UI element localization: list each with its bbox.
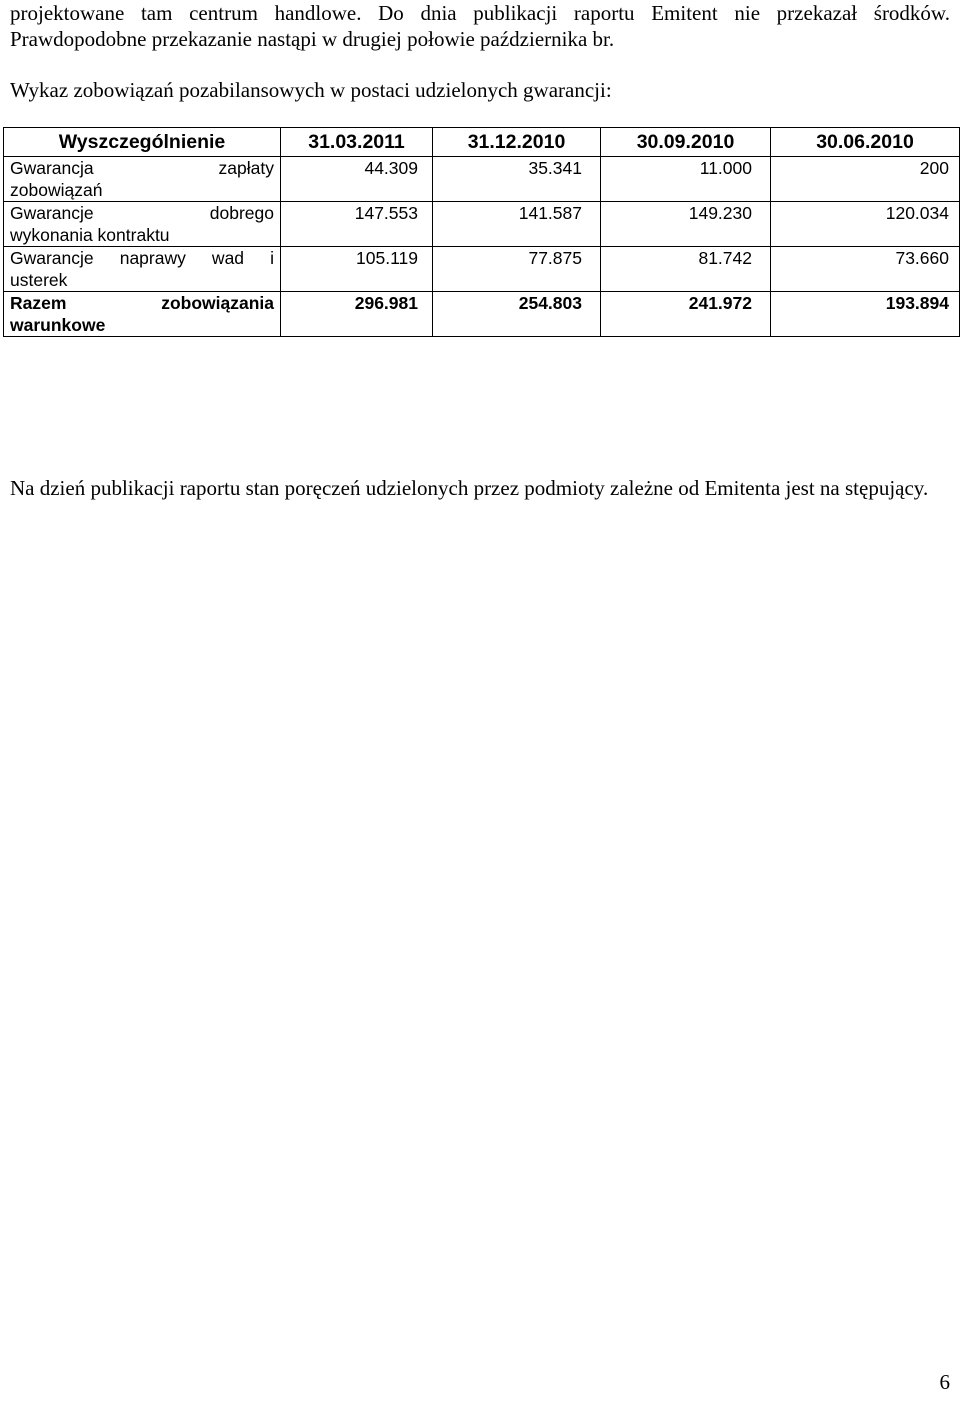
row-label-line-2: zobowiązań (10, 180, 103, 200)
header-date-1: 31.03.2011 (281, 128, 433, 157)
cell-value: 81.742 (601, 247, 771, 292)
page-number: 6 (939, 1370, 950, 1394)
cell-value: 73.660 (771, 247, 960, 292)
cell-value: 296.981 (281, 292, 433, 337)
intro-line-1: projektowane tam centrum handlowe. Do dnia publikacji raportu Emitent nie przekazał środków. (10, 1, 950, 25)
cell-value: 141.587 (433, 202, 601, 247)
cell-value: 149.230 (601, 202, 771, 247)
cell-value: 120.034 (771, 202, 960, 247)
cell-value: 254.803 (433, 292, 601, 337)
row-label-line-1: Gwarancja zapłaty (10, 158, 274, 178)
cell-value: 44.309 (281, 157, 433, 202)
closing-paragraph: Na dzień publikacji raportu stan poręczeń udzielonych przez podmioty zależne od Emitenta jest na stępujący. (10, 476, 929, 500)
cell-value: 11.000 (601, 157, 771, 202)
row-label-line-1: Razem zobowiązania (10, 293, 274, 313)
header-date-4: 30.06.2010 (771, 128, 960, 157)
table-caption: Wykaz zobowiązań pozabilansowych w postaci udzielonych gwarancji: (10, 78, 612, 102)
cell-value: 105.119 (281, 247, 433, 292)
cell-value: 241.972 (601, 292, 771, 337)
intro-line-2: Prawdopodobne przekazanie nastąpi w drugiej połowie października br. (10, 27, 615, 51)
header-description: Wyszczególnienie (4, 128, 281, 157)
cell-value: 35.341 (433, 157, 601, 202)
table-total-row (4, 292, 960, 337)
row-label (4, 157, 281, 202)
row-label (4, 292, 281, 337)
row-label (4, 247, 281, 292)
table-row (4, 202, 960, 247)
intro-paragraph (10, 0, 950, 52)
row-label-line-1: Gwarancje dobrego (10, 203, 274, 223)
row-label-line-2: wykonania kontraktu (10, 225, 170, 245)
header-date-2: 31.12.2010 (433, 128, 601, 157)
cell-value: 193.894 (771, 292, 960, 337)
cell-value: 147.553 (281, 202, 433, 247)
cell-value: 77.875 (433, 247, 601, 292)
row-label (4, 202, 281, 247)
cell-value: 200 (771, 157, 960, 202)
row-label-line-2: usterek (10, 270, 68, 290)
table-row (4, 157, 960, 202)
row-label-line-2: warunkowe (10, 315, 106, 335)
guarantees-table (3, 127, 960, 337)
header-date-3: 30.09.2010 (601, 128, 771, 157)
row-label-line-1: Gwarancje naprawy wad i (10, 248, 274, 268)
table-row (4, 247, 960, 292)
table-header-row (4, 128, 960, 157)
